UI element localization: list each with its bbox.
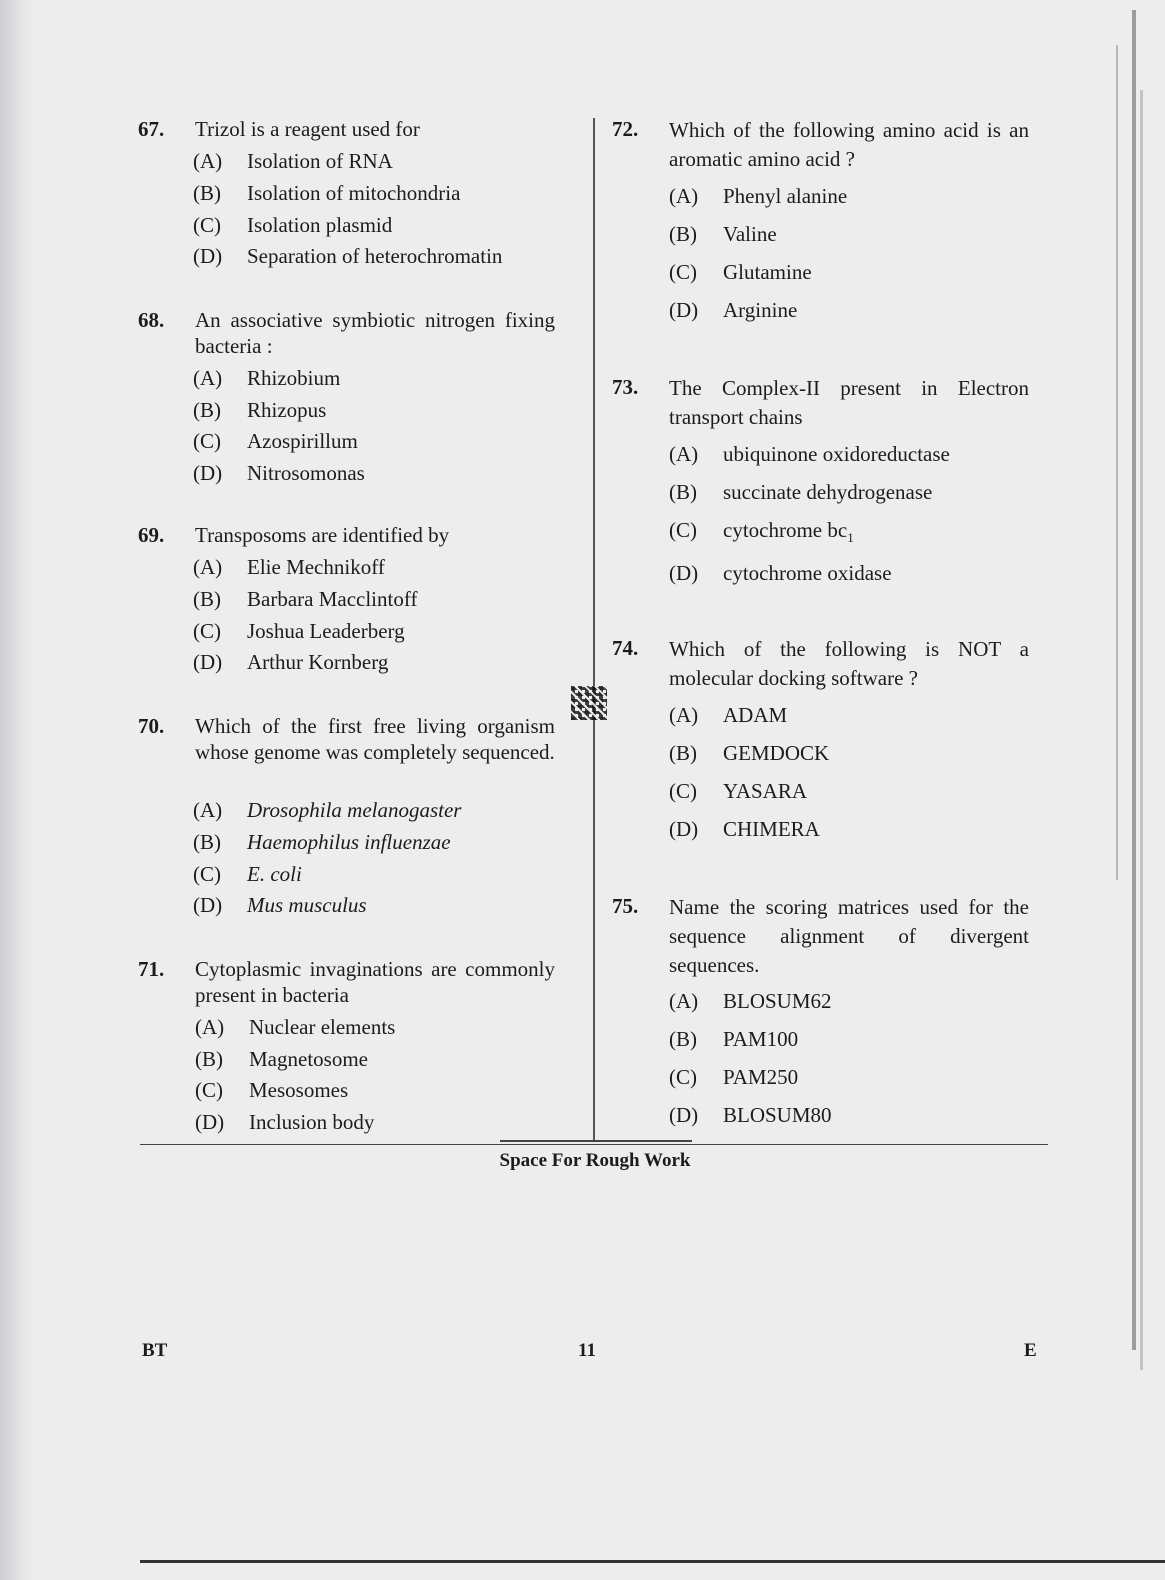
option-d: (D) Arginine	[669, 298, 798, 322]
option-d: (D) Nitrosomonas	[193, 461, 365, 485]
qr-code-icon	[571, 686, 607, 720]
option-b: (B) GEMDOCK	[669, 741, 830, 765]
scan-edge-right	[1116, 45, 1118, 880]
rough-work-label: Space For Rough Work	[499, 1150, 691, 1171]
option-c: (C) Joshua Leaderberg	[193, 619, 405, 643]
question-number: 68.	[138, 308, 165, 332]
question-text: Trizol is a reagent used for	[195, 117, 420, 141]
column-divider	[593, 118, 595, 1140]
option-b: (B) Rhizopus	[193, 398, 327, 422]
scan-edge-left	[0, 0, 34, 1580]
option-a: (A) Elie Mechnikoff	[193, 555, 385, 579]
option-c: (C) E. coli	[193, 862, 302, 886]
option-c: (C) cytochrome $bc_1$	[669, 518, 854, 546]
option-a: (A) Isolation of RNA	[193, 149, 393, 173]
question-67	[138, 116, 558, 266]
question-text: An associative symbiotic nitrogen fixing bacteria :	[195, 308, 555, 358]
question-73	[612, 374, 1032, 589]
option-b: (B) Isolation of mitochondria	[193, 181, 461, 205]
question-number: 74.	[612, 636, 639, 660]
footer-version: E	[1024, 1340, 1037, 1361]
question-number: 70.	[138, 714, 165, 738]
question-text: Which of the following is NOT a molecular docking software ?	[669, 637, 1029, 690]
option-c: (C) Isolation plasmid	[193, 213, 393, 237]
question-text: Transposoms are identified by	[195, 523, 450, 547]
rough-work-rule	[140, 1144, 1048, 1145]
option-d: (D) Inclusion body	[195, 1110, 375, 1134]
question-71	[138, 956, 558, 1141]
option-b: (B) Magnetosome	[195, 1047, 368, 1071]
option-c: (C) PAM250	[669, 1065, 799, 1089]
option-b: (B) Valine	[669, 222, 777, 246]
question-number: 69.	[138, 523, 165, 547]
option-b: (B) PAM100	[669, 1027, 799, 1051]
option-b: (B) Barbara Macclintoff	[193, 587, 418, 611]
option-d: (D) CHIMERA	[669, 817, 820, 841]
option-c: (C) Mesosomes	[195, 1078, 349, 1102]
option-b: (B) Haemophilus influenzae	[193, 830, 451, 854]
option-a: (A) ubiquinone oxidoreductase	[669, 442, 950, 466]
question-75	[612, 893, 1032, 1138]
question-number: 73.	[612, 375, 639, 399]
question-68	[138, 307, 558, 487]
option-b: (B) succinate dehydrogenase	[669, 480, 933, 504]
footer-page-number: 11	[578, 1340, 596, 1361]
option-d: (D) Separation of heterochromatin	[193, 244, 503, 268]
option-a: (A) ADAM	[669, 703, 788, 727]
question-74	[612, 635, 1032, 850]
option-c: (C) Azospirillum	[193, 429, 358, 453]
option-d: (D) BLOSUM80	[669, 1103, 832, 1127]
question-text: Which of the first free living organism whose genome was completely sequenced.	[195, 714, 555, 764]
option-a: (A) Nuclear elements	[195, 1015, 396, 1039]
scan-edge-right	[1140, 90, 1143, 1370]
option-d: (D) Mus musculus	[193, 893, 367, 917]
question-69	[138, 522, 558, 677]
option-c: (C) Glutamine	[669, 260, 812, 284]
option-a: (A) Rhizobium	[193, 366, 341, 390]
option-d: (D) Arthur Kornberg	[193, 650, 389, 674]
option-a: (A) BLOSUM62	[669, 989, 832, 1013]
scan-edge-right	[1132, 10, 1136, 1350]
scan-edge-bottom	[140, 1560, 1165, 1563]
question-number: 67.	[138, 117, 165, 141]
option-a: (A) Drosophila melanogaster	[193, 798, 462, 822]
question-text: Which of the following amino acid is an aromatic amino acid ?	[669, 118, 1029, 171]
rough-work-rule	[500, 1140, 692, 1142]
question-number: 71.	[138, 957, 165, 981]
option-d: (D) cytochrome oxidase	[669, 561, 892, 585]
option-c: (C) YASARA	[669, 779, 808, 803]
question-number: 75.	[612, 894, 639, 918]
option-a: (A) Phenyl alanine	[669, 184, 848, 208]
question-text: Cytoplasmic invaginations are commonly present in bacteria	[195, 957, 555, 1007]
question-70	[138, 713, 558, 923]
question-72	[612, 116, 1032, 326]
question-text: The Complex-II present in Electron transport chains	[669, 376, 1029, 429]
footer-subject-code: BT	[142, 1340, 168, 1361]
question-number: 72.	[612, 117, 639, 141]
question-text: Name the scoring matrices used for the sequence alignment of divergent sequences.	[669, 895, 1029, 977]
